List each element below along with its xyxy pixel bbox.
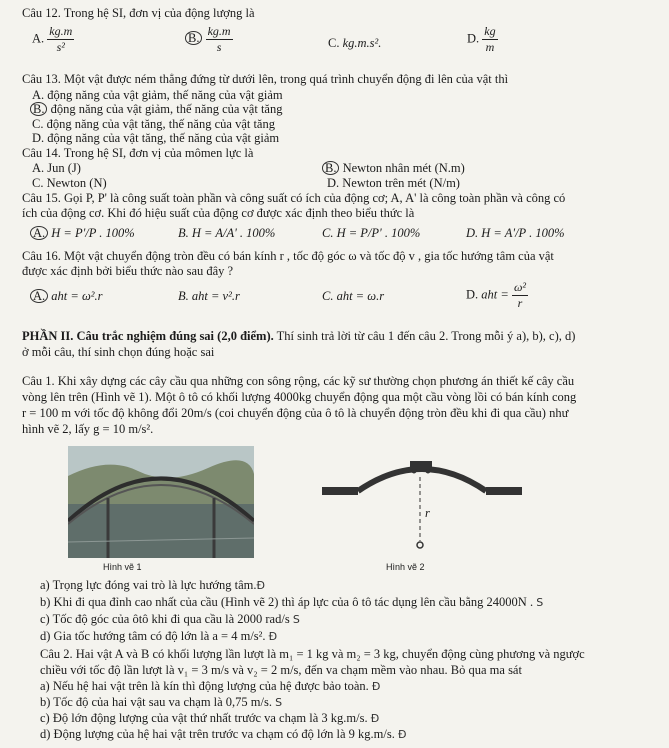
q12-option-d[interactable] <box>467 24 498 55</box>
option-label: D. <box>467 31 480 46</box>
handwritten-mark: Đ <box>371 680 381 693</box>
option-text: kg.m.s². <box>342 36 382 50</box>
handwritten-mark: S <box>292 613 300 626</box>
figure2-caption: Hình vẽ 2 <box>386 562 425 572</box>
handwritten-mark: Đ <box>268 630 278 643</box>
selected-marker: B. <box>322 161 339 175</box>
fraction: $\frac{kg.m}{\text{s²}}$ <box>49 24 73 54</box>
fraction: $\frac{kg.m}{s}$ <box>207 24 231 54</box>
handwritten-mark: Đ <box>370 712 380 725</box>
c2-stem-line1: Câu 2. Hai vật A và B có khối lượng lần lượt là m₁ = 1 kg và m₂ = 3 kg, chuyển động cùng phương và ngược <box>40 647 585 661</box>
q14-stem: Câu 14. Trong hệ SI, đơn vị của mômen lực là <box>22 146 254 160</box>
c1-item-a[interactable] <box>40 578 265 593</box>
q16-stem-line2: được xác định bởi biểu thức nào sau đây ? <box>22 264 234 278</box>
option-text: H = P'/P . 100% <box>51 226 135 240</box>
option-label: D. <box>466 287 479 302</box>
c2-stem-line2: chiều với tốc độ lần lượt là v₁ = 3 m/s và v₂ = 2 m/s, đến va chạm mềm vào nhau. Bỏ qua ma sát <box>40 663 522 677</box>
item-text: c) Độ lớn động lượng của vật thứ nhất trước va chạm là 3 kg.m/s. <box>40 711 368 725</box>
option-label: A. <box>32 31 45 46</box>
handwritten-mark: Đ <box>397 728 407 741</box>
q16-option-a[interactable] <box>30 289 103 304</box>
fraction: $\frac{\text{ω²}}{r}$ <box>513 280 527 310</box>
item-text: d) Động lượng của hệ hai vật trên trước va chạm có độ lớn là 9 kg.m/s. <box>40 727 395 741</box>
bridge-diagram <box>322 455 522 555</box>
selected-marker: B. <box>30 102 47 116</box>
option-text: Newton nhân mét (N.m) <box>339 161 465 175</box>
handwritten-mark: S <box>275 696 283 709</box>
bridge-photo <box>68 446 254 558</box>
handwritten-mark: Đ <box>256 579 266 592</box>
item-text: a) Trọng lực đóng vai trò là lực hướng tâm. <box>40 578 257 592</box>
q14-option-b[interactable] <box>322 161 465 176</box>
q13-option-b[interactable] <box>30 102 282 117</box>
q14-option-a[interactable]: A. Jun (J) <box>32 161 81 175</box>
selected-marker: B. <box>185 31 202 45</box>
part2-title: PHẦN II. Câu trắc nghiệm đúng sai (2,0 điểm). <box>22 329 274 343</box>
q15-option-d[interactable]: D. H = A'/P . 100% <box>466 226 565 240</box>
q12-stem: Câu 12. Trong hệ SI, đơn vị của động lượng là <box>22 6 255 20</box>
fraction: $\frac{kg}{m}$ <box>484 24 496 54</box>
q13-option-a[interactable]: A. động năng của vật giảm, thế năng của vật giảm <box>32 88 283 102</box>
selected-marker: A. <box>30 289 48 303</box>
q16-option-c[interactable]: C. aht = ω.r <box>322 289 385 303</box>
q12-option-b[interactable] <box>185 24 233 55</box>
c1-item-d[interactable] <box>40 629 277 644</box>
part2-heading <box>22 329 575 344</box>
q12-option-a[interactable] <box>32 24 74 55</box>
handwritten-mark: S <box>536 596 544 609</box>
c1-item-b[interactable] <box>40 595 543 610</box>
option-text: aht = <box>481 287 509 302</box>
c1-stem-line3: r = 100 m với tốc độ không đổi 20m/s (coi chuyển động của ô tô là chuyển động tròn đều khi đi qua cầu) như <box>22 406 569 420</box>
part2-instructions: Thí sinh trả lời từ câu 1 đến câu 2. Trong mỗi ý a), b), c), d) <box>273 329 576 343</box>
c1-stem-line2: vòng lên trên (Hình vẽ 1). Một ô tô có khối lượng 4000kg chuyển động qua một cầu vòng lồi có bán kính cong <box>22 390 577 404</box>
q15-stem-line1: Câu 15. Gọi P, P' là công suất toàn phần và công suất có ích của động cơ; A, A' là công toàn phần và công có <box>22 191 566 205</box>
q15-option-a[interactable] <box>30 226 135 241</box>
q15-option-b[interactable]: B. H = A/A' . 100% <box>178 226 276 240</box>
c2-item-d[interactable] <box>40 727 406 742</box>
q13-option-d[interactable]: D. động năng của vật tăng, thế năng của vật giảm <box>32 131 280 145</box>
part2-line2: ở mỗi câu, thí sinh chọn đúng hoặc sai <box>22 345 215 359</box>
item-text: c) Tốc độ góc của ôtô khi đi qua cầu là 2000 rad/s <box>40 612 290 626</box>
q13-stem: Câu 13. Một vật được ném thẳng đứng từ dưới lên, trong quá trình chuyển động đi lên của vật thì <box>22 72 509 86</box>
option-text: aht = ω².r <box>51 289 103 303</box>
selected-marker: A. <box>30 226 48 240</box>
q16-option-d[interactable] <box>466 280 528 311</box>
option-label: C. <box>328 36 340 50</box>
radius-label: r <box>425 506 430 520</box>
q16-option-b[interactable]: B. aht = v².r <box>178 289 240 303</box>
option-text: động năng của vật giảm, thế năng của vật tăng <box>47 102 283 116</box>
c1-stem-line4: hình vẽ 2, lấy g = 10 m/s². <box>22 422 154 436</box>
q14-option-c[interactable]: C. Newton (N) <box>32 176 107 190</box>
c1-item-c[interactable] <box>40 612 300 627</box>
c2-item-b[interactable] <box>40 695 282 710</box>
c2-item-a[interactable] <box>40 679 380 694</box>
item-text: a) Nếu hệ hai vật trên là kín thì động lượng của hệ được bảo toàn. <box>40 679 369 693</box>
figure1-caption: Hình vẽ 1 <box>103 562 142 572</box>
c1-stem-line1: Câu 1. Khi xây dựng các cây cầu qua những con sông rộng, các kỹ sư thường chọn phương án thiết kế cây cầu <box>22 374 575 388</box>
q15-stem-line2: ích của động cơ. Khi đó hiệu suất của động cơ được xác định theo biểu thức là <box>22 206 415 220</box>
q12-option-c[interactable] <box>328 36 381 51</box>
item-text: b) Khi đi qua đỉnh cao nhất của cầu (Hình vẽ 2) thì áp lực của ô tô tác dụng lên cầu bằng 24000N . <box>40 595 534 609</box>
item-text: d) Gia tốc hướng tâm có độ lớn là a = 4 m/s². <box>40 629 266 643</box>
item-text: b) Tốc độ của hai vật sau va chạm là 0,75 m/s. <box>40 695 272 709</box>
q16-stem-line1: Câu 16. Một vật chuyển động tròn đều có bán kính r , tốc độ góc ω và tốc độ v , gia tốc hướng tâm của vật <box>22 249 554 263</box>
c2-item-c[interactable] <box>40 711 379 726</box>
q13-option-c[interactable]: C. động năng của vật tăng, thế năng của vật tăng <box>32 117 275 131</box>
q15-option-c[interactable]: C. H = P/P' . 100% <box>322 226 421 240</box>
q14-option-d[interactable]: D. Newton trên mét (N/m) <box>327 176 460 190</box>
